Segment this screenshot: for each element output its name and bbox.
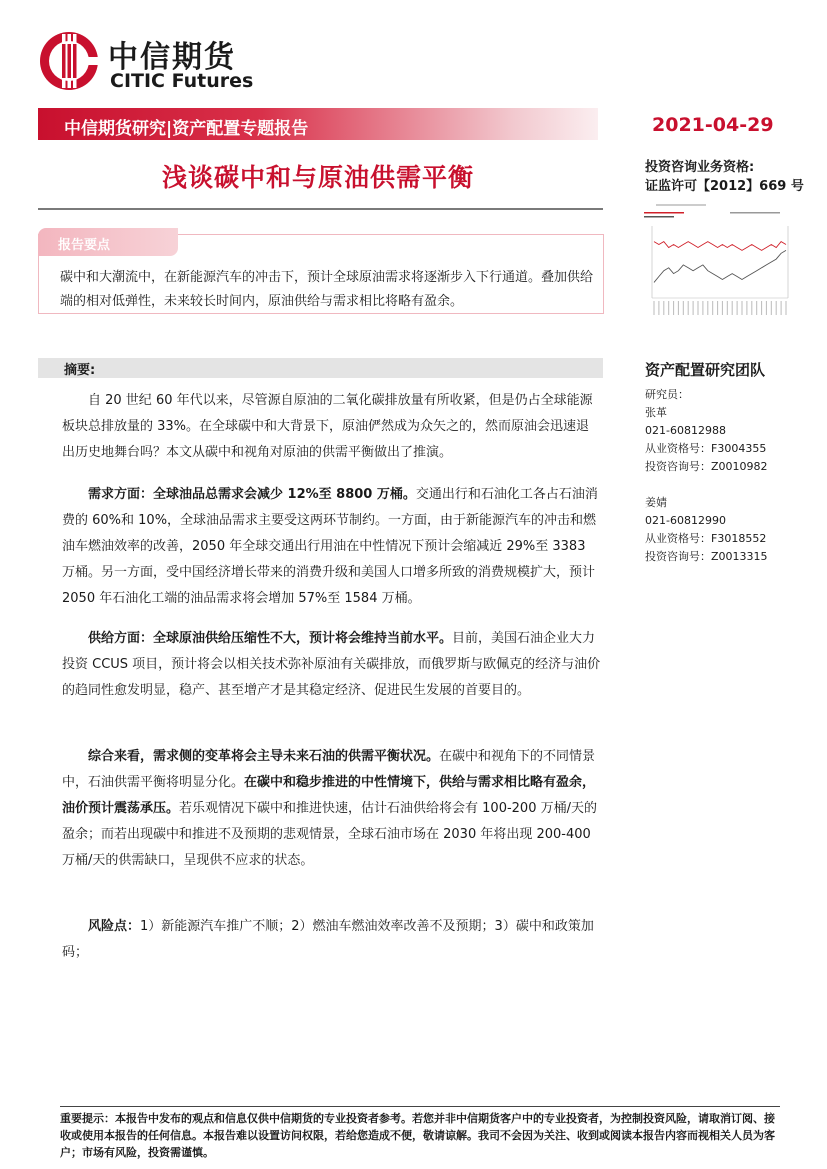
thumb-tick-mark bbox=[786, 301, 787, 315]
thumb-tick-mark bbox=[658, 301, 659, 315]
report-date: 2021-04-29 bbox=[652, 114, 774, 136]
citic-logo-icon bbox=[38, 30, 100, 92]
thumb-tick-mark bbox=[688, 301, 689, 315]
thumb-tick-mark bbox=[717, 301, 718, 315]
key-points-text bbox=[60, 266, 600, 314]
analyst-phone: 021-60812988 bbox=[645, 424, 726, 437]
thumb-tick-mark bbox=[727, 301, 728, 315]
summary-label: 摘要: bbox=[64, 363, 96, 378]
supply-text: 目前，美国石油企业大力投资 CCUS 项目，预计将会以相关技术弥补原油有关碳排放，而俄罗斯与欧佩克的经济与油价的趋同性愈发明显，稳产、甚至增产才是其稳定经济、促进民生发展的首要目的。 bbox=[62, 631, 601, 698]
demand-heading: 需求方面：全球油品总需求会减少 12%至 8800 万桶。 bbox=[88, 487, 416, 502]
key-points-paragraph: 碳中和大潮流中，在新能源汽车的冲击下，预计全球原油需求将逐渐步入下行通道。叠加供给端的相对低弹性，未来较长时间内，原油供给与需求相比将略有盈余。 bbox=[60, 270, 594, 309]
analyst-card bbox=[645, 386, 768, 476]
analyst-practice-id: 从业资格号：F3018552 bbox=[645, 532, 767, 545]
analyst-consult-id: 投资咨询号：Z0010982 bbox=[645, 460, 768, 473]
summary-paragraph-intro: 自 20 世纪 60 年代以来，尽管源自原油的二氧化碳排放量有所收紧，但是仍占全球能源板块总排放量的 33%。在全球碳中和大背景下，原油俨然成为众矢之的，然而原油会迅速退出历史地舞台吗？本文从碳中和视角对原油的供需平衡做出了推演。 bbox=[62, 393, 593, 460]
thumb-tick-mark bbox=[698, 301, 699, 315]
thumb-tick-mark bbox=[702, 301, 703, 315]
logo-chinese-name: 中信期货 bbox=[108, 40, 236, 75]
analyst-role: 研究员： bbox=[645, 388, 689, 401]
summary-paragraph-demand bbox=[62, 482, 602, 612]
supply-heading: 供给方面：全球原油供给压缩性不大，预计将会维持当前水平。 bbox=[88, 631, 453, 646]
research-team-title: 资产配置研究团队 bbox=[645, 361, 766, 379]
thumb-tick-mark bbox=[771, 301, 772, 315]
thumb-tick-mark bbox=[746, 301, 747, 315]
disclaimer-text: 重要提示：本报告中发布的观点和信息仅供中信期货的专业投资者参考。若您并非中信期货客户中的专业投资者，为控制投资风险，请取消订阅、接收或使用本报告的任何信息。本报告难以设置访问权限，若给您造成不便，敬请谅解。我司不会因为关注、收到或阅读本报告内容而视相关人员为客户；市场有风险，投资需谨慎。 bbox=[60, 1112, 775, 1159]
thumb-tick-mark bbox=[766, 301, 767, 315]
demand-text: 交通出行和石油化工各占石油消费的 60%和 10%，全球油品需求主要受这两环节制约。一方面，由于新能源汽车的冲击和燃油车燃油效率的改善，2050 年全球交通出行用油在中性情况下预计会缩减近 29%至 3383 万桶。另一方面，受中国经济增长带来的消费升级和美国人口增多所致的消费规模扩大，预计 2050 年石油化工端的油品需求将会增加 57%至 1584 万桶。 bbox=[62, 487, 598, 606]
analyst-phone: 021-60812990 bbox=[645, 514, 726, 527]
report-title: 浅谈碳中和与原油供需平衡 bbox=[161, 163, 474, 192]
thumb-tick-mark bbox=[781, 301, 782, 315]
cover-thumbnail-chart bbox=[640, 198, 800, 326]
thumb-tick-mark bbox=[776, 301, 777, 315]
thumb-tick-mark bbox=[668, 301, 669, 315]
conclusion-heading: 综合来看，需求侧的变革将会主导未来石油的供需平衡状况。 bbox=[88, 749, 440, 764]
thumb-tick-mark bbox=[756, 301, 757, 315]
thumb-tick-mark bbox=[663, 301, 664, 315]
brand-logo bbox=[38, 30, 268, 100]
logo-english-name: CITIC Futures bbox=[110, 70, 254, 92]
thumb-tick-mark bbox=[761, 301, 762, 315]
thumb-tick-mark bbox=[683, 301, 684, 315]
qualification-title: 投资咨询业务资格: bbox=[645, 160, 755, 175]
key-points-tab bbox=[38, 228, 178, 256]
risks-heading: 风险点： bbox=[88, 919, 141, 934]
conclusion-text-1: 在碳中和视角下的不同情景中，石油供需平衡将明显分化。 bbox=[62, 749, 596, 790]
summary-paragraph-supply bbox=[62, 626, 602, 704]
thumb-tick-mark bbox=[678, 301, 679, 315]
thumb-tick-mark bbox=[707, 301, 708, 315]
analyst-practice-id: 从业资格号：F3004355 bbox=[645, 442, 767, 455]
summary-paragraph-risks bbox=[62, 914, 602, 966]
thumb-tick-mark bbox=[732, 301, 733, 315]
qualification-license: 证监许可【2012】669 号 bbox=[645, 179, 804, 194]
footer-divider bbox=[60, 1106, 780, 1107]
conclusion-text-2: 若乐观情况下碳中和推进快速，估计石油供给将会有 100-200 万桶/天的盈余；而若出现碳中和推进不及预期的悲观情景，全球石油市场在 2030 年将出现 200-400 万桶/天的供需缺口，呈现供不应求的状态。 bbox=[62, 801, 597, 868]
analyst-name: 张革 bbox=[645, 406, 667, 419]
report-series-label: 中信期货研究|资产配置专题报告 bbox=[64, 119, 309, 139]
title-divider bbox=[38, 208, 603, 210]
summary-header-bar bbox=[38, 358, 603, 378]
analyst-card bbox=[645, 494, 768, 566]
key-points-label: 报告要点 bbox=[58, 238, 111, 253]
thumb-legend-c bbox=[730, 212, 780, 214]
conclusion-neutral-scenario: 在碳中和稳步推进的中性情境下，供给与需求相比略有盈余，油价预计震荡承压。 bbox=[62, 775, 596, 816]
thumb-legend-a bbox=[644, 212, 684, 214]
thumb-legend-b bbox=[644, 216, 674, 218]
report-series-banner bbox=[38, 108, 598, 140]
thumb-tick-mark bbox=[654, 301, 655, 315]
risks-text: 1）新能源汽车推广不顺；2）燃油车燃油效率改善不及预期；3）碳中和政策加码； bbox=[62, 919, 594, 960]
thumb-tick-mark bbox=[712, 301, 713, 315]
analyst-consult-id: 投资咨询号：Z0013315 bbox=[645, 550, 768, 563]
thumb-tick-mark bbox=[742, 301, 743, 315]
thumb-tick-mark bbox=[673, 301, 674, 315]
analyst-name: 姜婧 bbox=[645, 496, 667, 509]
thumb-tick-mark bbox=[722, 301, 723, 315]
thumb-tick-mark bbox=[737, 301, 738, 315]
summary-paragraph-conclusion bbox=[62, 744, 602, 874]
thumb-tick-mark bbox=[693, 301, 694, 315]
thumb-tick-mark bbox=[751, 301, 752, 315]
thumb-title-bar bbox=[656, 204, 706, 206]
